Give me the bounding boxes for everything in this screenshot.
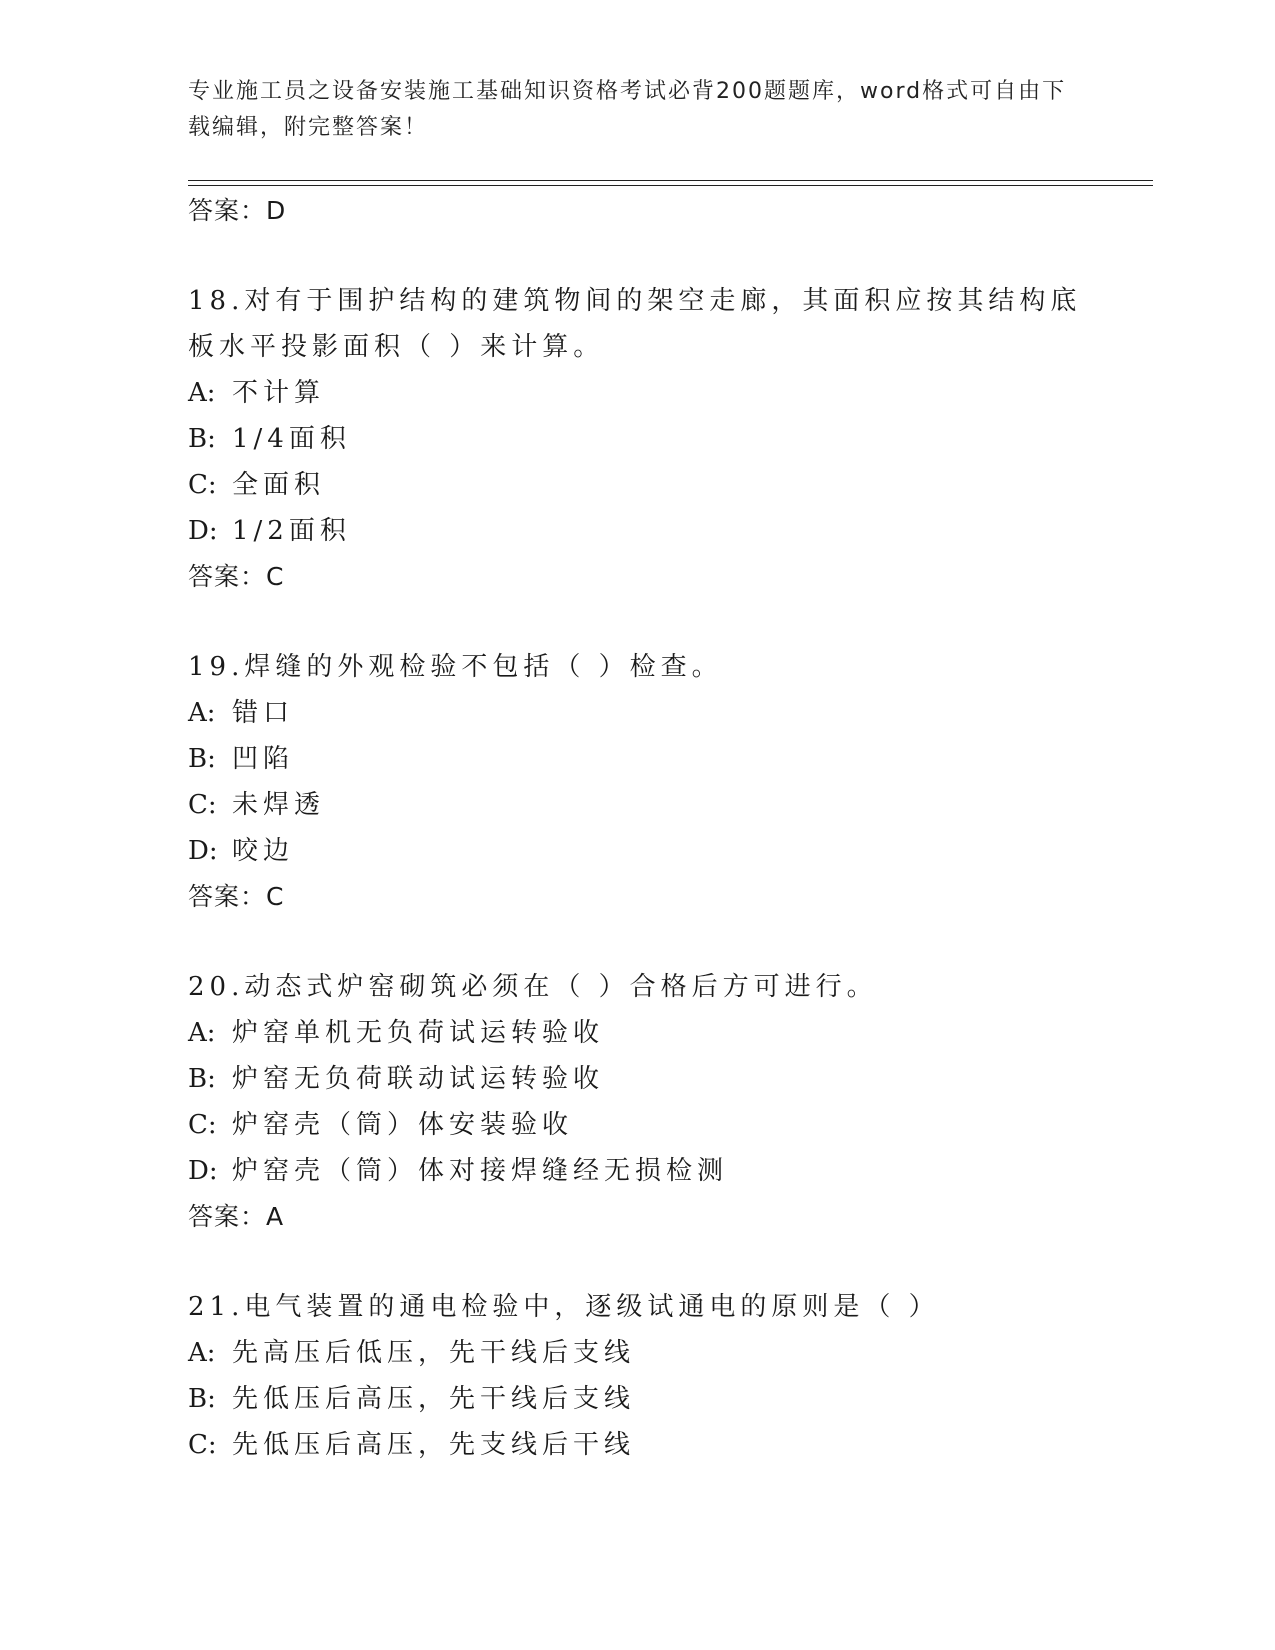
answer-line: 答案：A: [188, 1202, 285, 1231]
question-stem: 21.电气装置的通电检验中，逐级试通电的原则是（ ）: [188, 1292, 940, 1322]
question-18: [188, 278, 1108, 600]
answer-line: 答案：C: [188, 562, 285, 591]
question-21: [188, 1284, 1108, 1468]
question-20: [188, 964, 1108, 1240]
question-19: [188, 644, 1108, 920]
question-stem: 20.动态式炉窑砌筑必须在（ ）合格后方可进行。: [188, 972, 878, 1002]
option-a: A: 炉窑单机无负荷试运转验收: [188, 1018, 605, 1048]
option-c: C: 炉窑壳（筒）体安装验收: [188, 1110, 574, 1140]
question-stem: 18.对有于围护结构的建筑物间的架空走廊，其面积应按其结构底板水平投影面积（ ）来计算。: [188, 286, 1082, 362]
header-text: 专业施工员之设备安装施工基础知识资格考试必背200题题库，word格式可自由下载编辑，附完整答案！: [188, 79, 1067, 140]
page-header: [188, 74, 1088, 146]
option-c: C: 先低压后高压，先支线后干线: [188, 1430, 636, 1460]
header-divider-bottom: [188, 185, 1153, 186]
header-divider-top: [188, 180, 1153, 181]
option-d: D: 咬边: [188, 836, 295, 866]
option-b: B: 先低压后高压，先干线后支线: [188, 1384, 636, 1414]
option-d: D: 1/2面积: [188, 516, 351, 546]
option-a: A: 错口: [188, 698, 295, 728]
option-c: C: 全面积: [188, 470, 326, 500]
option-b: B: 炉窑无负荷联动试运转验收: [188, 1064, 605, 1094]
option-b: B: 1/4面积: [188, 424, 351, 454]
option-b: B: 凹陷: [188, 744, 295, 774]
question-stem: 19.焊缝的外观检验不包括（ ）检查。: [188, 652, 723, 682]
option-a: A: 不计算: [188, 378, 326, 408]
option-c: C: 未焊透: [188, 790, 326, 820]
answer-line: 答案：C: [188, 882, 285, 911]
option-a: A: 先高压后低压，先干线后支线: [188, 1338, 636, 1368]
question-content: [188, 188, 1108, 1512]
previous-answer: 答案：D: [188, 196, 287, 225]
option-d: D: 炉窑壳（筒）体对接焊缝经无损检测: [188, 1156, 729, 1186]
